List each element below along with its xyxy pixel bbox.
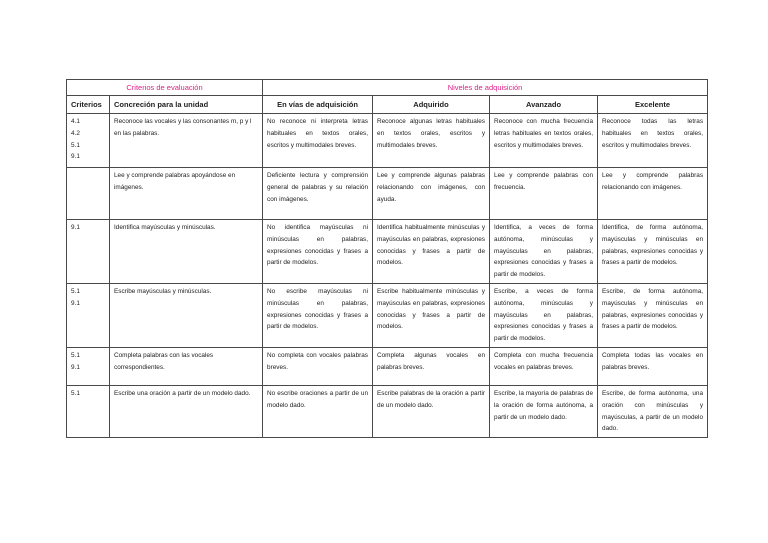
en-vias-cell-text: No escribe oraciones a partir de un modelo dado. bbox=[267, 389, 369, 409]
column-header-row bbox=[67, 96, 708, 114]
adquirido-cell bbox=[373, 347, 490, 385]
excelente-cell bbox=[598, 283, 708, 347]
concrecion-cell-text: Escribe una oración a partir de un modelo dado. bbox=[114, 389, 251, 397]
concrecion-cell bbox=[110, 114, 263, 168]
concrecion-cell bbox=[110, 283, 263, 347]
group-header-criterios: Criterios de evaluación bbox=[67, 80, 263, 96]
avanzado-cell-text: Identifica, a veces de forma autónoma, minúsculas y mayúsculas en palabras, expresiones conocidas y frases a partir de modelos. bbox=[494, 224, 594, 279]
criterios-cell bbox=[67, 114, 110, 168]
adquirido-cell bbox=[373, 114, 490, 168]
avanzado-cell-text: Lee y comprende palabras con frecuencia. bbox=[494, 172, 594, 191]
en-vias-cell-text: No identifica mayúsculas ni minúsculas en palabras, expresiones conocidas y frases a partir de modelos. bbox=[267, 224, 369, 267]
criterios-cell bbox=[67, 220, 110, 284]
column-header-criterios: Criterios bbox=[67, 96, 110, 114]
avanzado-cell bbox=[490, 168, 598, 220]
en-vias-cell bbox=[263, 385, 373, 437]
excelente-cell bbox=[598, 347, 708, 385]
criterios-cell bbox=[67, 168, 110, 220]
group-header-row bbox=[67, 80, 708, 96]
criterios-cell bbox=[67, 283, 110, 347]
criterio-code: 5.1 bbox=[71, 287, 80, 295]
adquirido-cell-text: Completa algunas vocales en palabras breves. bbox=[377, 351, 486, 371]
excelente-cell bbox=[598, 220, 708, 284]
criterio-code: 4.2 bbox=[71, 129, 80, 137]
criterio-code: 5.1 bbox=[71, 351, 80, 359]
table-row bbox=[67, 168, 708, 220]
en-vias-cell bbox=[263, 347, 373, 385]
criterio-code: 9.1 bbox=[71, 224, 80, 231]
avanzado-cell-text: Escribe, a veces de forma autónoma, minúsculas y mayúsculas en palabras, expresiones conocidas y frases a partir de modelos. bbox=[494, 287, 594, 343]
concrecion-cell-text: Reconoce las vocales y las consonantes m, p y l en las palabras. bbox=[114, 118, 252, 137]
group-header-niveles: Niveles de adquisición bbox=[263, 80, 708, 96]
concrecion-cell bbox=[110, 385, 263, 437]
concrecion-cell-text: Lee y comprende palabras apoyándose en imágenes. bbox=[114, 172, 236, 191]
excelente-cell bbox=[598, 385, 708, 437]
en-vias-cell bbox=[263, 283, 373, 347]
adquirido-cell-text: Escribe habitualmente minúsculas y mayúsculas en palabras, expresiones conocidas y frases a partir de modelos. bbox=[377, 287, 486, 331]
concrecion-cell bbox=[110, 168, 263, 220]
avanzado-cell-text: Completa con mucha frecuencia vocales en palabras breves. bbox=[494, 351, 594, 371]
excelente-cell-text: Identifica, de forma autónoma, mayúsculas y minúsculas en palabras, expresiones conocidas y frases a partir de modelos. bbox=[602, 224, 704, 267]
en-vias-cell-text: Deficiente lectura y comprensión general de palabras y su relación con imágenes. bbox=[267, 172, 369, 203]
criterio-code: 9.1 bbox=[71, 363, 80, 371]
concrecion-cell bbox=[110, 347, 263, 385]
column-header-concrecion: Concreción para la unidad bbox=[110, 96, 263, 114]
adquirido-cell-text: Escribe palabras de la oración a partir de un modelo dado. bbox=[377, 389, 486, 409]
en-vias-cell bbox=[263, 114, 373, 168]
adquirido-cell bbox=[373, 168, 490, 220]
adquirido-cell bbox=[373, 220, 490, 284]
table-row bbox=[67, 385, 708, 437]
table-row bbox=[67, 347, 708, 385]
column-header-excelente: Excelente bbox=[598, 96, 708, 114]
table-row bbox=[67, 114, 708, 168]
column-header-adquirido: Adquirido bbox=[373, 96, 490, 114]
adquirido-cell bbox=[373, 283, 490, 347]
adquirido-cell-text: Reconoce algunas letras habituales en textos orales, escritos y multimodales breves. bbox=[377, 118, 486, 149]
column-header-en-vias: En vías de adquisición bbox=[263, 96, 373, 114]
adquirido-cell bbox=[373, 385, 490, 437]
en-vias-cell bbox=[263, 168, 373, 220]
criterio-code: 9.1 bbox=[71, 153, 80, 161]
criterios-cell bbox=[67, 385, 110, 437]
criterio-code: 9.1 bbox=[71, 299, 80, 307]
criterios-cell bbox=[67, 347, 110, 385]
excelente-cell bbox=[598, 168, 708, 220]
excelente-cell-text: Reconoce todas las letras habituales en textos orales, escritos y multimodales breves. bbox=[602, 118, 704, 149]
concrecion-cell bbox=[110, 220, 263, 284]
avanzado-cell bbox=[490, 347, 598, 385]
en-vias-cell-text: No completa con vocales palabras breves. bbox=[267, 351, 369, 371]
criterio-code: 5.1 bbox=[71, 141, 80, 149]
rubric-body bbox=[67, 114, 708, 438]
avanzado-cell bbox=[490, 385, 598, 437]
criterio-code: 4.1 bbox=[71, 118, 80, 125]
column-header-avanzado: Avanzado bbox=[490, 96, 598, 114]
adquirido-cell-text: Lee y comprende algunas palabras relacionando con imágenes, con ayuda. bbox=[377, 172, 486, 203]
concrecion-cell-text: Identifica mayúsculas y minúsculas. bbox=[114, 224, 216, 231]
adquirido-cell-text: Identifica habitualmente minúsculas y mayúsculas en palabras, expresiones conocidas y frases a partir de modelos. bbox=[377, 224, 486, 267]
en-vias-cell-text: No escribe mayúsculas ni minúsculas en palabras, expresiones conocidas y frases a partir de modelos. bbox=[267, 287, 369, 331]
table-row bbox=[67, 220, 708, 284]
concrecion-cell-text: Completa palabras con las vocales correspondientes. bbox=[114, 351, 214, 371]
excelente-cell-text: Lee y comprende palabras relacionando con imágenes. bbox=[602, 172, 704, 191]
excelente-cell-text: Escribe, de forma autónoma, una oración con minúsculas y mayúsculas, a partir de un modelo dado. bbox=[602, 389, 704, 433]
excelente-cell-text: Escribe, de forma autónoma, mayúsculas y minúsculas en palabras, expresiones conocidas y frases a partir de modelos. bbox=[602, 287, 704, 331]
avanzado-cell bbox=[490, 220, 598, 284]
en-vias-cell-text: No reconoce ni interpreta letras habituales en textos orales, escritos y multimodales breves. bbox=[267, 118, 369, 149]
avanzado-cell bbox=[490, 114, 598, 168]
avanzado-cell-text: Escribe, la mayoría de palabras de la oración de forma autónoma, a partir de un modelo dado. bbox=[494, 389, 594, 421]
excelente-cell-text: Completa todas las vocales en palabras breves. bbox=[602, 351, 704, 371]
concrecion-cell-text: Escribe mayúsculas y minúsculas. bbox=[114, 287, 212, 295]
evaluation-rubric-table bbox=[66, 79, 708, 438]
avanzado-cell-text: Reconoce con mucha frecuencia letras habituales en textos orales, escritos y multimodales breves. bbox=[494, 118, 594, 149]
table-row bbox=[67, 283, 708, 347]
criterio-code: 5.1 bbox=[71, 389, 80, 397]
avanzado-cell bbox=[490, 283, 598, 347]
en-vias-cell bbox=[263, 220, 373, 284]
excelente-cell bbox=[598, 114, 708, 168]
